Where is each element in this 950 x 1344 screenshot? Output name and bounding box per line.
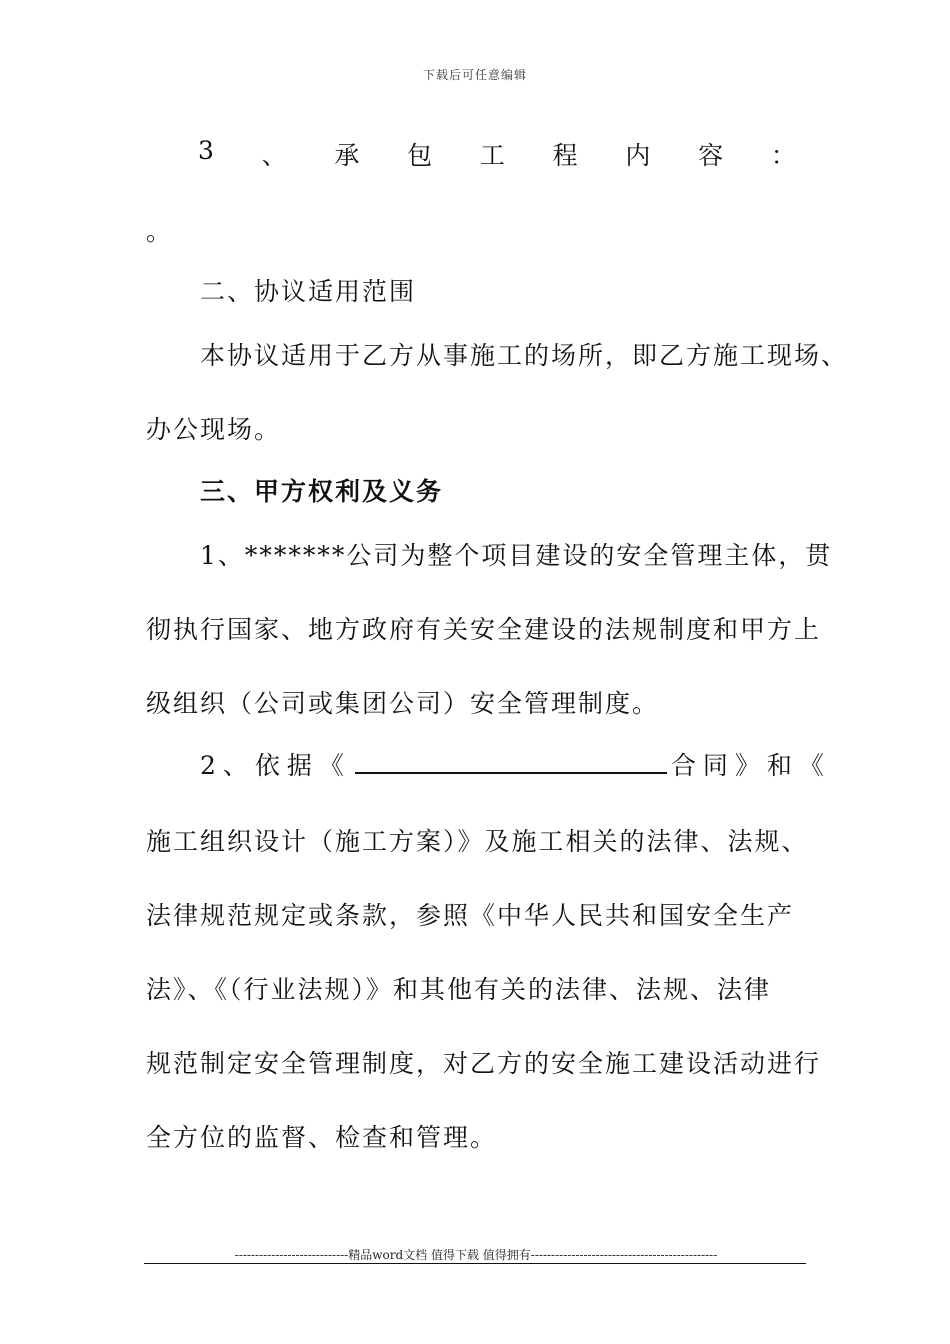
section-2-title: 二、协议适用范围 bbox=[200, 277, 417, 306]
item3-char: 程 bbox=[552, 141, 580, 170]
item3-char: 、 bbox=[261, 141, 289, 170]
item3-char: 容 bbox=[698, 141, 726, 170]
text-segment: 合同》和《 bbox=[670, 751, 831, 780]
paragraph-line: 彻执行国家、地方政府有关安全建设的法规制度和甲方上 bbox=[146, 615, 822, 644]
fill-in-blank bbox=[355, 750, 667, 774]
footer-rule bbox=[144, 1263, 806, 1264]
paragraph-line: 1、*******公司为整个项目建设的安全管理主体，贯 bbox=[200, 541, 833, 570]
section-3-title: 三、甲方权利及义务 bbox=[200, 477, 444, 506]
page-header: 下载后可任意编辑 bbox=[422, 68, 527, 82]
paragraph-line: 施工组织设计（施工方案）》及施工相关的法律、法规、 bbox=[146, 827, 809, 856]
item3-heading bbox=[198, 136, 798, 172]
paragraph-line: 本协议适用于乙方从事施工的场所，即乙方施工现场、 bbox=[200, 341, 849, 370]
paragraph-line-with-blank bbox=[200, 746, 831, 782]
paragraph-line: 规范制定安全管理制度，对乙方的安全施工建设活动进行 bbox=[146, 1049, 822, 1078]
paragraph-line: 法律规范规定或条款，参照《中华人民共和国安全生产 bbox=[146, 901, 795, 930]
paragraph-line: 全方位的监督、检查和管理。 bbox=[146, 1123, 498, 1152]
item3-char: 工 bbox=[479, 141, 507, 170]
item3-char: 包 bbox=[407, 141, 435, 170]
item3-char: 3 bbox=[198, 136, 216, 165]
text-segment: 2、依据《 bbox=[200, 751, 351, 780]
item3-end: 。 bbox=[146, 217, 174, 246]
paragraph-line: 法》、《（行业法规）》和其他有关的法律、法规、法律 bbox=[146, 975, 772, 1004]
paragraph-line: 级组织（公司或集团公司）安全管理制度。 bbox=[146, 689, 660, 718]
page-footer: ----------------------------精品word文档 值得下载 值得拥有---------------------------------------------- bbox=[234, 1248, 718, 1262]
paragraph-line: 办公现场。 bbox=[146, 415, 282, 444]
item3-char: 内 bbox=[625, 141, 653, 170]
item3-char: 承 bbox=[334, 141, 362, 170]
item3-char: ： bbox=[770, 141, 798, 170]
